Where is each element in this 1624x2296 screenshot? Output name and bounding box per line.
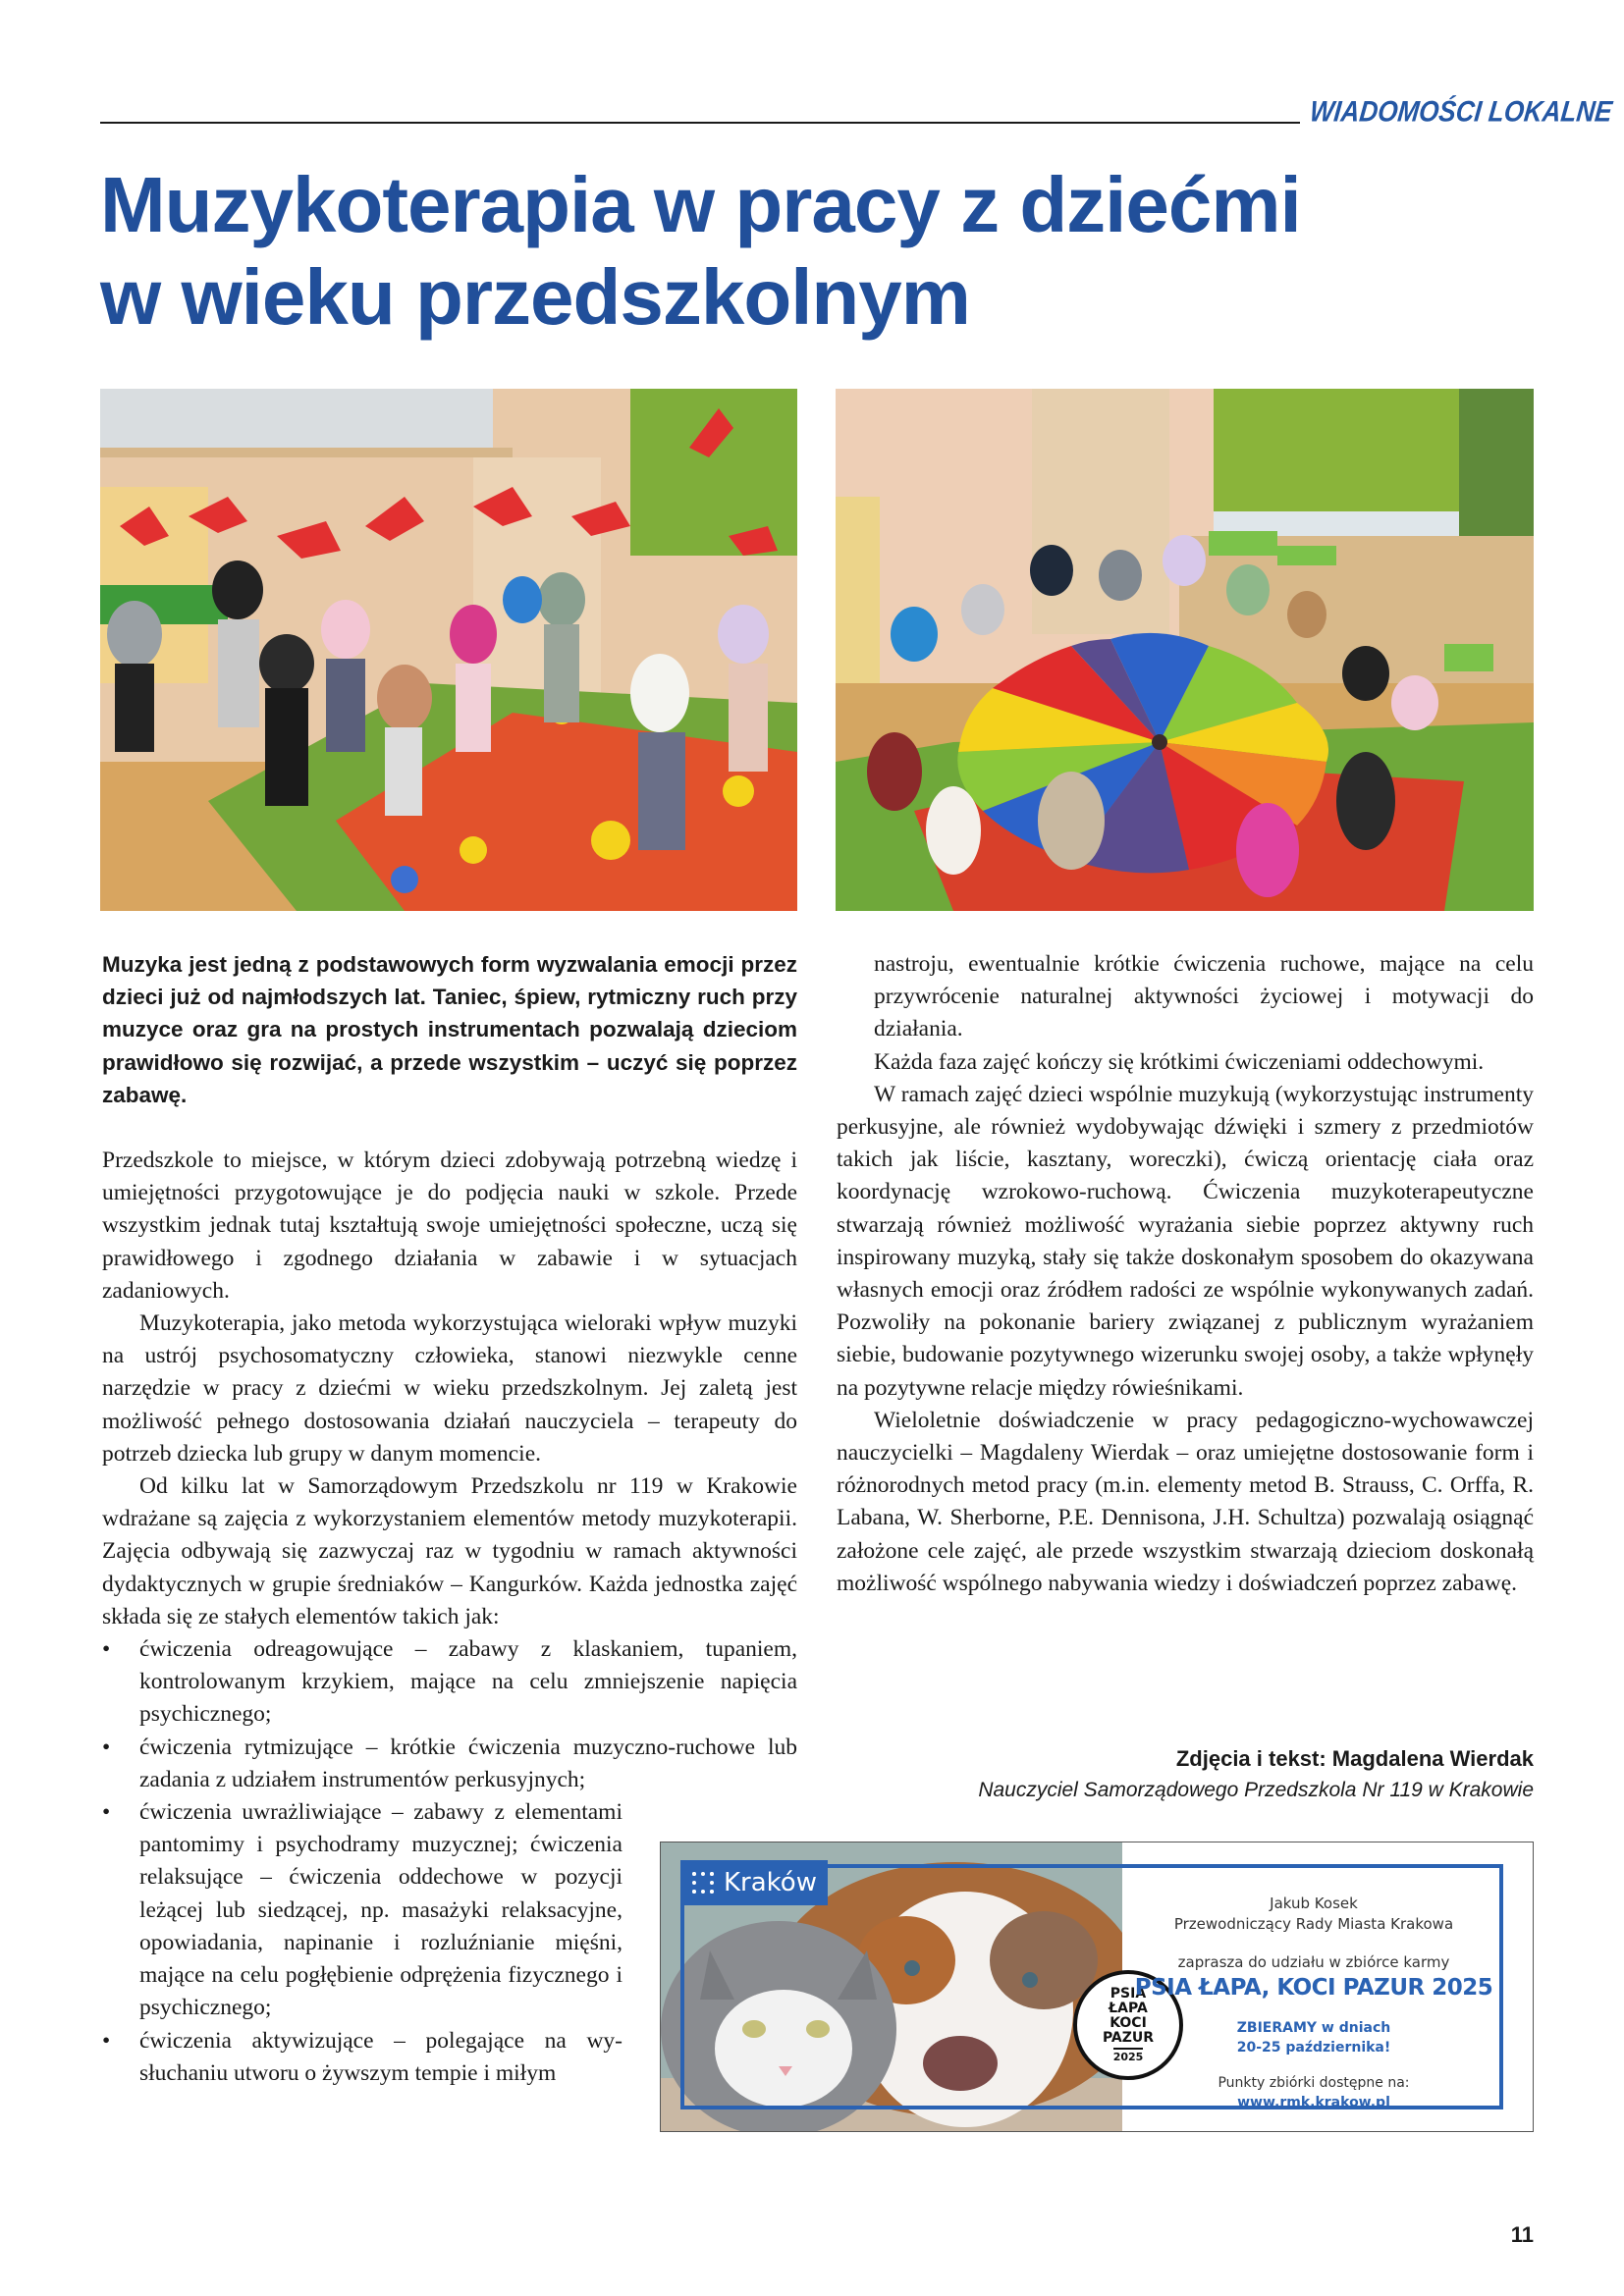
section-label: WIADOMOŚCI LOKALNE — [1308, 94, 1614, 129]
psia-lapa-stamp-logo: PSIA ŁAPA KOCI PAZUR 2025 — [1073, 1970, 1183, 2080]
exercise-list-item: • ćwiczenia aktywizujące – polegające na wysłuchaniu utworu o żywszym tempie i miłym — [102, 2025, 623, 2090]
advert-invite: zaprasza do udziału w zbiórce karmy — [1177, 1953, 1450, 1971]
article-paragraph: Od kilku lat w Samorządowym Przedszkolu nr 119 w Krakowie wdrażane są zajęcia z wykorzystaniem elementów metody muzykoterapii. Zajęcia odbywają się zazwyczaj raz w tygodniu w ramach aktywności dydaktycznych w grupie średniaków – Kangurków. Każda jednostka zajęć składa się ze stałych elementów takich jak: — [102, 1473, 797, 1629]
krakow-badge-label: Kraków — [724, 1868, 817, 1897]
photo-ribbon-dance-image — [100, 389, 797, 911]
advert-text — [1122, 1864, 1505, 2112]
article-paragraph: Muzykoterapia, jako metoda wykorzystująca wieloraki wpływ muzyki na ustrój psychosomatyczny człowieka, stanowi niezwykle cenne narzędzie w pracy z dziećmi w wieku przedszkolnym. Jej zaletą jest możliwość pełnego dostosowania działań nauczyciela – terapeuty do potrzeb dziecka lub grupy w danym momencie. — [102, 1310, 797, 1467]
exercise-list-continuation: nastroju, ewentualnie krótkie ćwiczenia ruchowe, mające na celu przywrócenie naturalnej aktywności życiowej i motywacji do działania. — [874, 951, 1534, 1042]
advert-host-role: Przewodniczący Rady Miasta Krakowa — [1173, 1915, 1454, 1933]
photo-parachute-play-image — [836, 389, 1534, 911]
credit-role: Nauczyciel Samorządowego Przedszkola Nr 119 w Krakowie — [978, 1779, 1534, 1801]
krakow-badge — [680, 1860, 828, 1905]
photo-ribbon-dance — [100, 389, 797, 911]
page-number: 11 — [1510, 2222, 1534, 2247]
advert-points: Punkty zbiórki dostępne na: — [1218, 2075, 1410, 2091]
advert-url-link[interactable]: www.rmk.krakow.pl — [1237, 2095, 1390, 2110]
article-column-right — [837, 948, 1534, 1600]
krakow-logo-icon — [692, 1872, 714, 1894]
article-credit — [978, 1743, 1534, 1806]
article-paragraph: Przedszkole to miejsce, w którym dzieci zdobywają potrzebną wiedzę i umiejętności przygotowujące je do podjęcia nauki w szkole. Przede wszystkim jednak tutaj kształtują swoje umiejętności społeczne, uczą się prawidłowego i zgodnego działania w zabawie i w sytuacjach zadaniowych. — [102, 1148, 797, 1304]
photo-parachute-play — [836, 389, 1534, 911]
advert-collect-dates: ZBIERAMY w dniach 20-25 października! — [1236, 2020, 1391, 2056]
advert-pet-food-drive[interactable] — [660, 1842, 1534, 2132]
advert-host-name: Jakub Kosek — [1270, 1895, 1358, 1912]
article-paragraph: Wieloletnie doświadczenie w pracy pedagogiczno-wychowawczej nauczycielki – Magdaleny Wierdak – oraz umiejętne dostosowanie form i różnorodnych metod pracy (m.in. elementy metod B. Strauss, C. Orffa, R. Labana, W. Sherborne, P.E. Dennisona, J.H. Schultza) pozwalają osiągnąć założone cele zajęć, ale przede wszystkim stwarzają dzieciom doskonałą możliwość wspólnego nabywania wiedzy i doświadczeń poprzez zabawę. — [837, 1407, 1534, 1596]
header-rule — [100, 122, 1300, 124]
exercise-list-item: • ćwiczenia rytmizujące – krótkie ćwiczenia muzyczno-ruchowe lub zadania z udziałem instrumentów perkusyjnych; — [102, 1732, 797, 1796]
article-title: Muzykoterapia w pracy z dziećmi w wieku przedszkolnym — [100, 161, 1301, 341]
article-lead: Muzyka jest jedną z podstawowych form wyzwalania emocji przez dzieci już od najmłodszych lat. Taniec, śpiew, rytmiczny ruch przy muzyce oraz gra na prostych instrumentach pozwalają dzieciom prawidłowo się rozwijać, a przede wszystkim – uczyć się poprzez zabawę. — [102, 952, 797, 1107]
credit-author: Zdjęcia i tekst: Magdalena Wierdak — [1175, 1746, 1534, 1771]
exercise-list-item: • ćwiczenia uwrażliwiające – zabawy z elementami pantomimy i psychodramy muzycznej; ćwiczenia relaksujące – ćwiczenia oddechowe w pozycji leżącej lub siedzącej, np. masażyki relaksacyjne, opowiadania, napinanie i rozluźnianie mięśni, mające na celu pogłębienie odprężenia fizycznego i psychicznego; — [102, 1796, 623, 2024]
article-paragraph: Każda faza zajęć kończy się krótkimi ćwiczeniami oddechowymi. — [874, 1048, 1485, 1075]
advert-event-name: PSIA ŁAPA, KOCI PAZUR 2025 — [1134, 1975, 1493, 2001]
exercise-list-item: • ćwiczenia odreagowujące – zabawy z klaskaniem, tupaniem, kontrolowanym krzykiem, mające na celu zmniejszenie napięcia psychicznego; — [102, 1633, 797, 1732]
article-paragraph: W ramach zajęć dzieci wspólnie muzykują (wykorzystując instrumenty perkusyjne, ale również wydobywając dźwięki i szmery z przedmiotów takich jak liście, kasztany, woreczki), ćwiczą orientację ciała oraz koordynację wzrokowo-ruchową. Ćwiczenia muzykoterapeutyczne stwarzają również możliwość wyrażania siebie poprzez aktywny ruch inspirowany muzyką, stały się także doskonałym sposobem do okazywana własnych emocji oraz źródłem radości ze wspólnie wykonywanych zadań. Pozwoliły na pokonanie bariery związanej z publicznym wyrażaniem siebie, budowanie pozytywnego wizerunku swojej osoby, a także wpłynęły na pozytywne relacje między rówieśnikami. — [837, 1081, 1534, 1401]
